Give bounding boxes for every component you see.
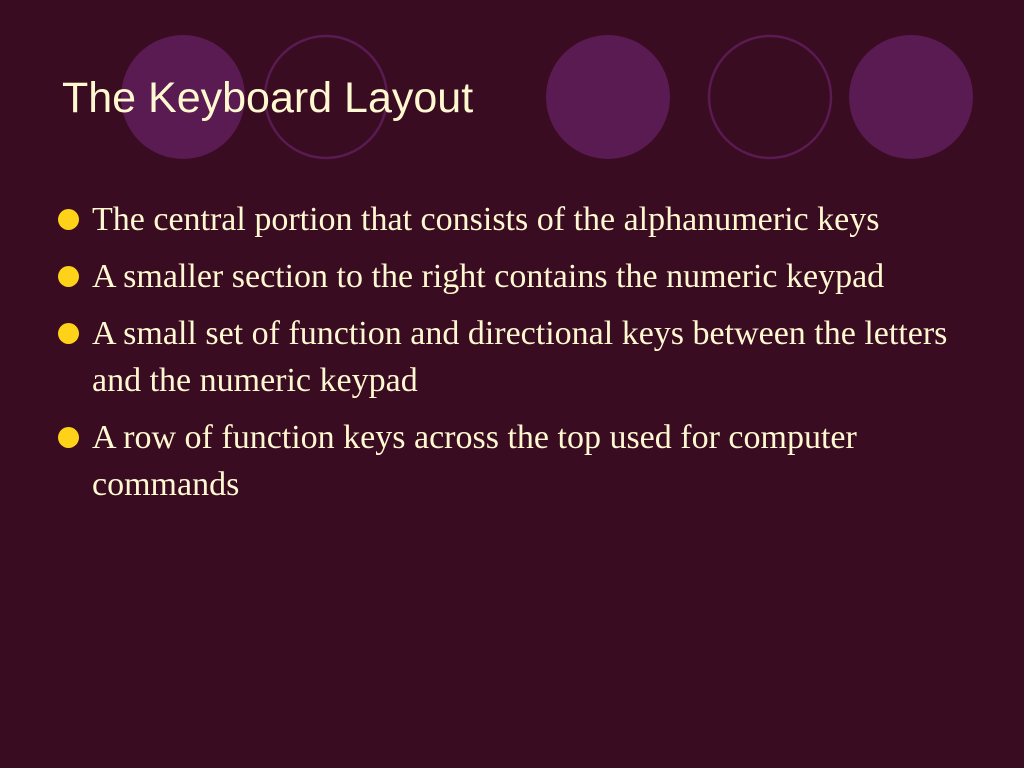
slide-title: The Keyboard Layout [62, 74, 474, 122]
bullet-item [54, 414, 964, 508]
bullet-item [54, 253, 964, 300]
bullet-text: A smaller section to the right contains the numeric keypad [92, 258, 885, 295]
bullet-text: A row of function keys across the top used for computer commands [92, 419, 857, 503]
filled-circle [849, 35, 973, 159]
outline-circle [709, 36, 831, 158]
filled-circle [546, 35, 670, 159]
bullet-text: The central portion that consists of the alphanumeric keys [92, 201, 880, 238]
bullet-dot-icon [58, 209, 79, 230]
bullet-text: A small set of function and directional keys between the letters and the numeric keypad [92, 315, 948, 399]
bullet-dot-icon [58, 427, 79, 448]
bullet-item [54, 196, 964, 243]
bullet-list [54, 196, 964, 518]
bullet-dot-icon [58, 323, 79, 344]
bullet-dot-icon [58, 266, 79, 287]
bullet-item [54, 310, 964, 404]
